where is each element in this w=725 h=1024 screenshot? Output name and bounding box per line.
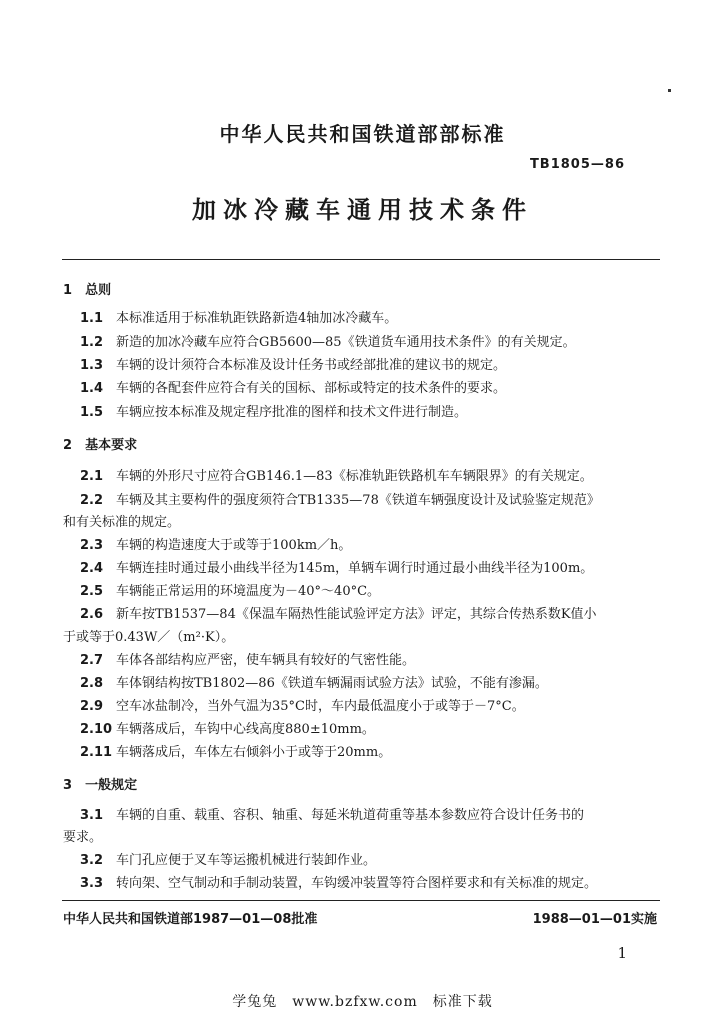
clause bbox=[80, 672, 548, 691]
clause-number: 2.2 bbox=[80, 493, 104, 508]
section-number: 1 bbox=[63, 283, 73, 298]
clause bbox=[80, 695, 525, 714]
clause-text: 车辆及其主要构件的强度须符合TB1335—78《铁道车辆强度设计及试验鉴定规范》 bbox=[116, 493, 600, 508]
clause-number: 1.4 bbox=[80, 381, 104, 396]
clause bbox=[80, 489, 600, 508]
clause-text: 车辆的外形尺寸应符合GB146.1—83《标准轨距铁路机车车辆限界》的有关规定。 bbox=[116, 469, 593, 484]
clause-number: 3.1 bbox=[80, 808, 104, 823]
clause bbox=[80, 557, 593, 576]
page-number: 1 bbox=[617, 944, 627, 962]
scan-speck bbox=[668, 89, 671, 92]
header-divider bbox=[62, 259, 660, 260]
clause-text: 车辆能正常运用的环境温度为－40°～40°C。 bbox=[116, 584, 381, 599]
clause-number: 2.1 bbox=[80, 469, 104, 484]
clause-number: 1.1 bbox=[80, 311, 104, 326]
clause bbox=[80, 331, 576, 350]
clause-text: 车辆连挂时通过最小曲线半径为145m，单辆车调行时通过最小曲线半径为100m。 bbox=[116, 561, 594, 576]
clause bbox=[80, 741, 391, 760]
site-watermark: 学兔兔 www.bzfxw.com 标准下载 bbox=[232, 994, 493, 1010]
clause-text: 车辆的各配套件应符合有关的国标、部标或特定的技术条件的要求。 bbox=[116, 381, 507, 396]
clause-number: 2.7 bbox=[80, 653, 104, 668]
clause-text: 车辆的构造速度大于或等于100km／h。 bbox=[116, 538, 352, 553]
section-title: 总则 bbox=[85, 283, 112, 298]
clause bbox=[80, 603, 597, 622]
clause-number: 2.9 bbox=[80, 699, 104, 714]
clause-text: 车辆的设计须符合本标准及设计任务书或经部批准的建议书的规定。 bbox=[116, 358, 507, 373]
clause-number: 2.4 bbox=[80, 561, 104, 576]
clause-number: 1.3 bbox=[80, 358, 104, 373]
section-heading bbox=[63, 434, 137, 453]
effective-date: 1988—01—01实施 bbox=[532, 912, 657, 927]
clause-continuation: 和有关标准的规定。 bbox=[63, 515, 181, 530]
clause-number: 2.5 bbox=[80, 584, 104, 599]
clause-text: 车辆落成后，车钩中心线高度880±10mm。 bbox=[116, 722, 375, 737]
clause bbox=[80, 718, 375, 737]
clause-text: 新车按TB1537—84《保温车隔热性能试验评定方法》评定，其综合传热系数K值小 bbox=[116, 607, 597, 622]
clause bbox=[80, 465, 593, 484]
clause bbox=[80, 401, 467, 420]
standard-number: TB1805—86 bbox=[529, 157, 625, 172]
clause-number: 1.5 bbox=[80, 405, 104, 420]
clause bbox=[80, 307, 397, 326]
clause-number: 2.8 bbox=[80, 676, 104, 691]
clause bbox=[80, 534, 351, 553]
clause-text: 车辆应按本标准及规定程序批准的图样和技术文件进行制造。 bbox=[116, 405, 468, 420]
clause bbox=[80, 804, 584, 823]
clause-text: 车门孔应便于叉车等运搬机械进行装卸作业。 bbox=[116, 853, 377, 868]
clause-number: 3.3 bbox=[80, 876, 104, 891]
clause-text: 空车冰盐制冷，当外气温为35°C时，车内最低温度小于或等于－7°C。 bbox=[116, 699, 525, 714]
footer-divider bbox=[62, 900, 660, 901]
clause-text: 本标准适用于标准轨距铁路新造4轴加冰冷藏车。 bbox=[116, 311, 398, 326]
clause-number: 2.10 bbox=[80, 722, 113, 737]
section-title: 基本要求 bbox=[85, 438, 138, 453]
clause bbox=[80, 849, 376, 868]
clause-text: 转向架、空气制动和手制动装置，车钩缓冲装置等符合图样要求和有关标准的规定。 bbox=[116, 876, 598, 891]
clause-number: 2.3 bbox=[80, 538, 104, 553]
section-heading bbox=[63, 279, 111, 298]
clause-continuation: 于或等于0.43W／（m²·K）。 bbox=[63, 630, 235, 645]
clause-number: 2.11 bbox=[80, 745, 113, 760]
clause bbox=[80, 377, 506, 396]
clause-text: 车体钢结构按TB1802—86《铁道车辆漏雨试验方法》试验，不能有渗漏。 bbox=[116, 676, 548, 691]
clause bbox=[80, 872, 597, 891]
section-number: 3 bbox=[63, 778, 73, 793]
section-title: 一般规定 bbox=[85, 778, 138, 793]
clause-text: 车体各部结构应严密，使车辆具有较好的气密性能。 bbox=[116, 653, 416, 668]
document-title: 加冰冷藏车通用技术条件 bbox=[192, 196, 533, 224]
section-number: 2 bbox=[63, 438, 73, 453]
clause-continuation: 要求。 bbox=[63, 830, 103, 845]
section-heading bbox=[63, 774, 137, 793]
clause-text: 车辆落成后，车体左右倾斜小于或等于20mm。 bbox=[116, 745, 392, 760]
clause bbox=[80, 580, 380, 599]
clause bbox=[80, 649, 415, 668]
clause-number: 1.2 bbox=[80, 335, 104, 350]
clause-text: 车辆的自重、载重、容积、轴重、每延米轨道荷重等基本参数应符合设计任务书的 bbox=[116, 808, 585, 823]
clause-number: 2.6 bbox=[80, 607, 104, 622]
clause-number: 3.2 bbox=[80, 853, 104, 868]
clause-text: 新造的加冰冷藏车应符合GB5600—85《铁道货车通用技术条件》的有关规定。 bbox=[116, 335, 576, 350]
clause bbox=[80, 354, 506, 373]
issuing-authority-title: 中华人民共和国铁道部部标准 bbox=[219, 122, 506, 146]
approval-date: 中华人民共和国铁道部1987—01—08批准 bbox=[63, 912, 318, 927]
